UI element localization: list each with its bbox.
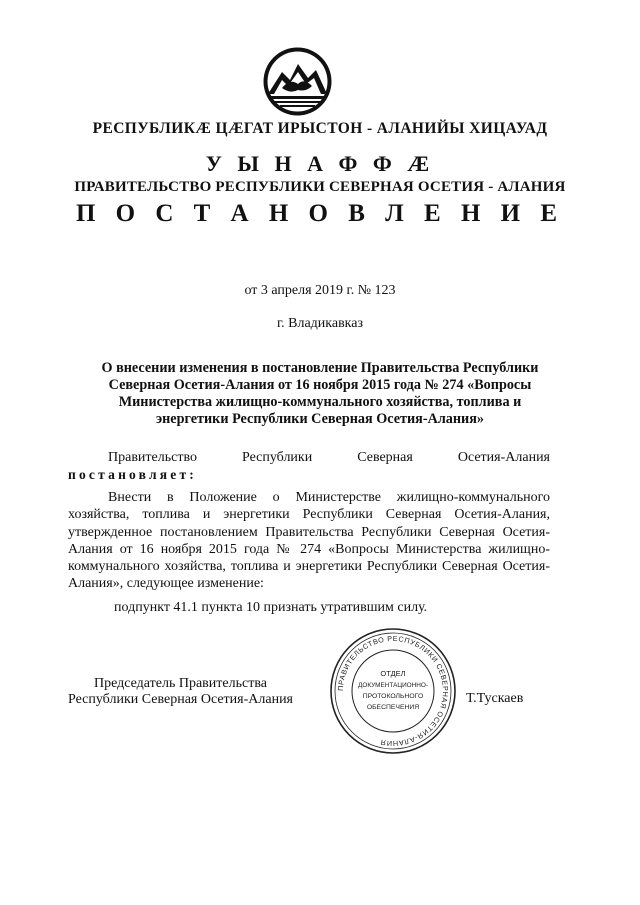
preamble-word: Республики: [241, 450, 313, 465]
header-line-government: ПРАВИТЕЛЬСТВО РЕСПУБЛИКИ СЕВЕРНАЯ ОСЕТИЯ - АЛАНИЯ: [74, 179, 566, 195]
date-number-line: от 3 апреля 2019 г. № 123: [244, 283, 396, 298]
signatory-title-line: Республики Северная Осетия-Алания: [68, 692, 293, 707]
seal-inner-line: ПРОТОКОЛЬНОГО: [362, 693, 424, 700]
header-line-unaffae: У Ы Н А Ф Ф Ӕ: [205, 151, 435, 176]
signatory-title-line: Председатель Правительства: [94, 676, 267, 691]
preamble-line: [108, 450, 550, 466]
seal-inner-line: ОТДЕЛ: [380, 669, 406, 678]
body-paragraph: Внести в Положение о Министерстве жилищно-коммунального хозяйства, топлива и энергетики Республики Северная Осетия-Алания, утвержденное постановлением Правительства Республики Северная Осетия-Алания от 16 ноября 2015 года № 274 «Вопросы Министерства жилищно-коммунального хозяйства, топлива и энергетики Республики Северная Осетия-Алания», следующее изменение:: [68, 490, 550, 592]
subject-line: Северная Осетия-Алания от 16 ноября 2015 года № 274 «Вопросы: [108, 377, 532, 393]
seal-inner-line: ДОКУМЕНТАЦИОННО-: [358, 682, 428, 689]
signatory-name: Т.Тускаев: [466, 691, 524, 706]
document-subject: [70, 360, 570, 428]
official-seal: [328, 626, 458, 756]
subject-line: Министерства жилищно-коммунального хозяйства, топлива и: [118, 394, 522, 410]
subject-line: энергетики Республики Северная Осетия-Алания»: [155, 411, 484, 427]
preamble-word: Северная: [357, 450, 413, 465]
preamble-word: Осетия-Алания: [457, 450, 550, 465]
state-emblem: [260, 44, 335, 119]
document-type-title: П О С Т А Н О В Л Е Н И Е: [75, 200, 565, 227]
svg-text:ПРАВИТЕЛЬСТВО РЕСПУБЛИКИ СЕВЕР: [336, 634, 450, 748]
seal-ring-text: ПРАВИТЕЛЬСТВО РЕСПУБЛИКИ СЕВЕРНАЯ ОСЕТИЯ-АЛАНИЯ: [335, 633, 451, 749]
city-line: г. Владикавказ: [276, 316, 364, 331]
resolves-word: постановляет:: [68, 467, 197, 482]
seal-inner-line: ОБЕСПЕЧЕНИЯ: [366, 704, 420, 711]
header-line-ossetian: РЕСПУБЛИКӔ ЦӔГАТ ИРЫСТОН - АЛАНИЙЫ ХИЦАУАД: [92, 120, 548, 137]
body-paragraph: подпункт 41.1 пункта 10 признать утратившим силу.: [114, 600, 428, 615]
preamble-word: Правительство: [108, 450, 197, 465]
subject-line: О внесении изменения в постановление Правительства Республики: [101, 360, 539, 376]
